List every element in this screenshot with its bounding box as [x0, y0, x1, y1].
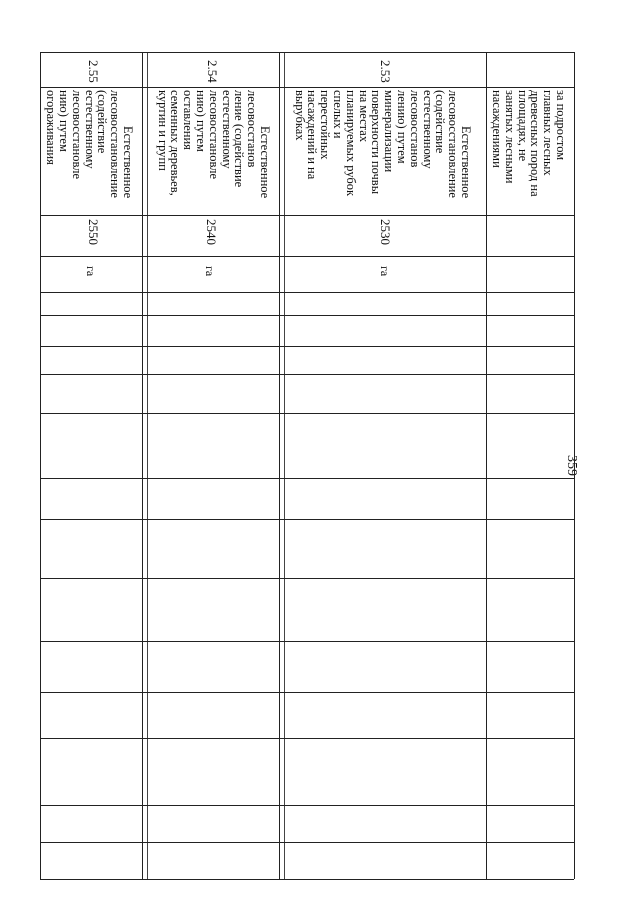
table-row-2-53-name: Естественное лесовосстановление (содействие естественному лесовосстанов лению) путем минерализации поверхности почвы на местах планируемых рубок спелых и перестойных насаждений и на вырубках: [292, 90, 473, 199]
column-divider: [40, 87, 574, 88]
table-row-2-54-code: 2540: [204, 219, 219, 245]
table-row-2-54-id: 2.54: [205, 60, 220, 83]
row-divider: [147, 52, 148, 879]
column-divider: [40, 738, 574, 739]
column-divider: [40, 292, 574, 293]
column-divider: [40, 692, 574, 693]
table-row-2-53-code: 2530: [378, 219, 393, 245]
row-divider: [142, 52, 143, 879]
table-row-2-55-unit: га: [84, 266, 98, 277]
table-row-2-55-id: 2.55: [86, 60, 101, 83]
row-divider: [279, 52, 280, 879]
column-divider: [40, 805, 574, 806]
table-row-2-55-name: Естественное лесовосстановление (содействие естественному лесовосстановле нию) путем огораживания: [44, 90, 135, 199]
column-divider: [40, 256, 574, 257]
row-divider: [574, 52, 575, 879]
column-divider: [40, 215, 574, 216]
column-divider: [40, 413, 574, 414]
table-row-2-54-name: Естественное лесовосстанов ление (содействие естественному лесовосстановле нию) путем оставления семенных деревьев, куртин и групп: [155, 90, 272, 199]
table-row-2-53-id: 2.53: [378, 60, 393, 83]
table-row-0-name: за подростом главных лесных древесных пород на площадях, не занятых лесными насаждениями: [490, 90, 568, 197]
column-divider: [40, 315, 574, 316]
table-row-2-54-unit: га: [203, 266, 217, 277]
column-divider: [40, 641, 574, 642]
row-divider: [486, 52, 487, 879]
column-divider: [40, 879, 574, 880]
table-row-2-53-unit: га: [378, 266, 392, 277]
column-divider: [40, 346, 574, 347]
column-divider: [40, 374, 574, 375]
column-divider: [40, 478, 574, 479]
table-row-2-55-code: 2550: [86, 219, 101, 245]
page-number: 359: [564, 455, 579, 476]
column-divider: [40, 52, 574, 53]
column-divider: [40, 842, 574, 843]
column-divider: [40, 578, 574, 579]
column-divider: [40, 519, 574, 520]
row-divider: [284, 52, 285, 879]
row-divider: [40, 52, 41, 879]
